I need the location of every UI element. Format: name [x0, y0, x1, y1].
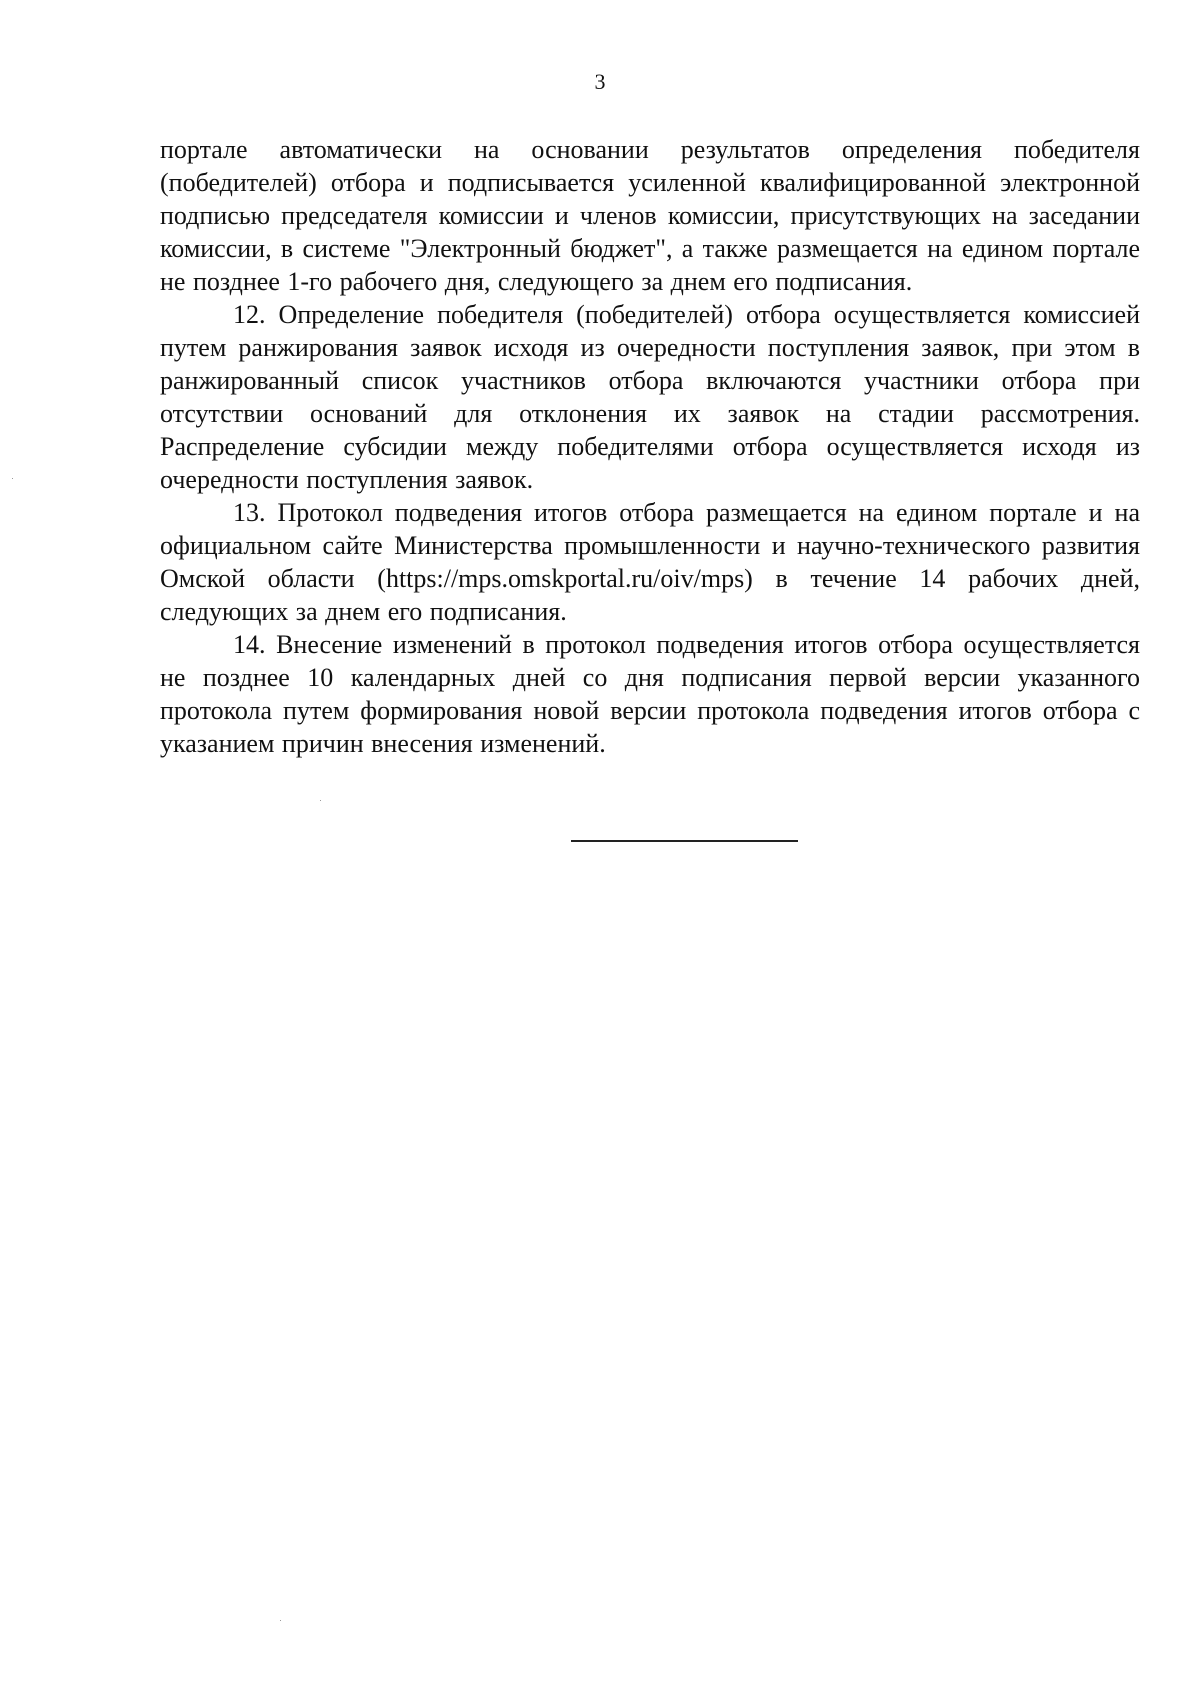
scan-speck	[320, 800, 321, 801]
end-of-text-rule	[571, 840, 798, 842]
document-body	[160, 133, 1140, 760]
scan-speck	[280, 1620, 281, 1621]
paragraph-item-14: 14. Внесение изменений в протокол подведения итогов отбора осуществляется не позднее 10 календарных дней со дня подписания первой версии указанного протокола путем формирования новой версии протокола подведения итогов отбора с указанием причин внесения изменений.	[160, 630, 1140, 758]
paragraph-item-12: 12. Определение победителя (победителей) отбора осуществляется комиссией путем ранжирования заявок исходя из очередности поступления заявок, при этом в ранжированный список участников отбора включаются участники отбора при отсутствии оснований для отклонения их заявок на стадии рассмотрения. Распределение субсидии между победителями отбора осуществляется исходя из очередности поступления заявок.	[160, 300, 1140, 494]
paragraph-continuation: портале автоматически на основании результатов определения победителя (победителей) отбора и подписывается усиленной квалифицированной электронной подписью председателя комиссии и членов комиссии, присутствующих на заседании комиссии, в системе "Электронный бюджет", а также размещается на едином портале не позднее 1-го рабочего дня, следующего за днем его подписания.	[160, 135, 1140, 296]
paragraph-item-13: 13. Протокол подведения итогов отбора размещается на едином портале и на официальном сайте Министерства промышленности и научно-технического развития Омской области (https://mps.omskportal.ru/oiv/mps) в течение 14 рабочих дней, следующих за днем его подписания.	[160, 498, 1140, 626]
scan-speck	[12, 478, 13, 479]
page-number: 3	[594, 69, 606, 94]
